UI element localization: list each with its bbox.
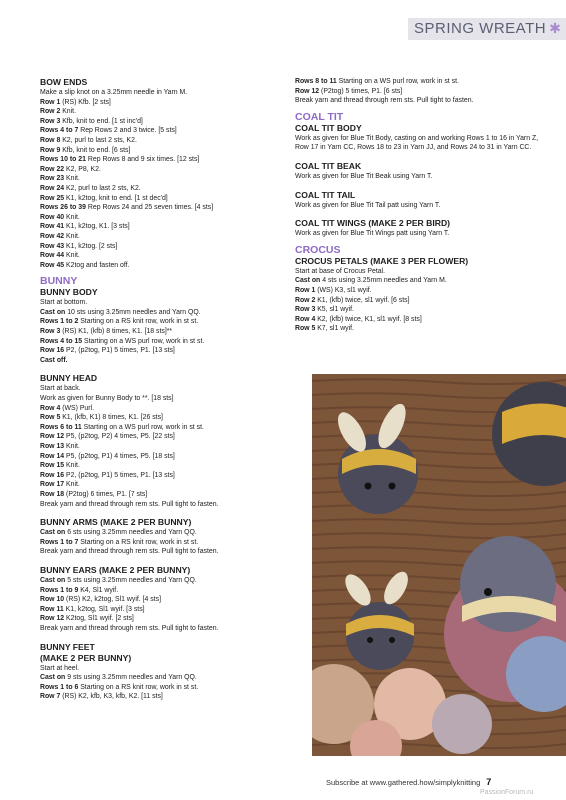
- instruction-line: [40, 471, 285, 481]
- instruction-line: [295, 315, 545, 325]
- instruction-row-label: Row 3: [40, 117, 61, 125]
- instruction-row-label: Row 12: [295, 87, 320, 95]
- instruction-line: [40, 251, 285, 261]
- instruction-text: Knit.: [64, 462, 80, 470]
- instruction-line: [40, 538, 285, 548]
- right-column: [295, 77, 545, 334]
- page-number: 7: [486, 777, 492, 787]
- instruction-line: [40, 203, 285, 213]
- instruction-text: Starting on a RS knit row, work in st st.: [78, 683, 199, 691]
- instruction-text: Starting on a WS purl row, work in st st.: [336, 78, 459, 85]
- coal-tit-tail-heading: COAL TIT TAIL: [295, 189, 356, 200]
- instruction-text: Rep Rows 2 and 3 twice. [5 sts]: [78, 127, 177, 135]
- instruction-row-label: Row 16: [40, 347, 65, 355]
- instruction-text: (RS) K1, (kfb) 8 times, K1. [18 sts]**: [60, 328, 173, 336]
- instruction-row-label: Row 45: [40, 261, 65, 269]
- subscribe-text: Subscribe at www.gathered.how/simplyknitting: [326, 778, 481, 787]
- instruction-line: [40, 88, 285, 98]
- instruction-text: Make a slip knot on a 3.25mm needle in Yarn M.: [40, 89, 188, 96]
- instruction-text: Starting on a RS knit row, work in st st.: [78, 318, 199, 326]
- instruction-line: [40, 384, 285, 394]
- instruction-line: [295, 267, 545, 277]
- instruction-row-label: Row 16: [40, 471, 65, 479]
- instruction-text: Knit.: [64, 443, 80, 450]
- instruction-text: Work as given for Bunny Body to **. [18 sts]: [40, 395, 174, 403]
- instruction-text: Start at heel.: [40, 664, 80, 672]
- instruction-line: [40, 500, 285, 510]
- instruction-line: [40, 442, 285, 452]
- instruction-line: [40, 194, 285, 204]
- coal-tit-tail-text: Work as given for Blue Tit Tail patt using Yarn T.: [295, 201, 441, 209]
- instruction-row-label: Row 5: [295, 325, 316, 333]
- instruction-line: [40, 146, 285, 156]
- bunny-feet-heading-line1: BUNNY FEET: [40, 641, 95, 652]
- instruction-row-label: Row 4: [40, 404, 61, 412]
- instruction-line: [40, 98, 285, 108]
- knitted-wreath-photo: [312, 374, 566, 756]
- instruction-text: K2tog, Sl1 wyif. [2 sts]: [64, 615, 134, 623]
- instruction-line: [40, 683, 285, 693]
- instruction-text: K1, k2tog, knit to end. [1 st dec'd]: [64, 194, 168, 202]
- instruction-text: Starting on a RS knit row, work in st st.: [78, 538, 199, 546]
- instruction-line: [40, 576, 285, 586]
- instruction-text: K2, P8, K2.: [64, 165, 101, 173]
- instruction-text: (WS) Purl.: [60, 404, 94, 412]
- instruction-text: K2, purl to last 2 sts, K2.: [60, 136, 137, 144]
- instruction-row-label: Row 13: [40, 443, 65, 450]
- instruction-row-label: Row 2: [295, 296, 316, 304]
- instruction-row-label: Row 42: [40, 232, 65, 240]
- bunny-head-heading: BUNNY HEAD: [40, 373, 98, 384]
- instruction-text: K2, (kfb) twice, K1, sl1 wyif. [8 sts]: [315, 315, 422, 323]
- instruction-text: Break yarn and thread through rem sts. Pull tight to fasten.: [40, 500, 219, 508]
- instruction-text: 9 sts using 3.25mm needles and Yarn QQ.: [65, 674, 197, 682]
- instruction-row-label: Rows 10 to 21: [40, 156, 86, 164]
- instruction-text: K1, (kfb, K1) 8 times, K1. [26 sts]: [60, 414, 163, 422]
- instruction-row-label: Rows 1 to 2: [40, 318, 79, 326]
- bunny-head-instructions: [40, 384, 285, 509]
- instruction-line: [295, 286, 545, 296]
- instruction-line: [295, 87, 545, 97]
- instruction-line: [40, 308, 285, 318]
- instruction-text: P2, (p2tog, P1) 5 times, P1. [13 sts]: [64, 471, 175, 479]
- instruction-row-label: Row 15: [40, 462, 65, 470]
- bow-ends-instructions: [40, 88, 285, 270]
- instruction-row-label: Row 5: [40, 414, 61, 422]
- instruction-line: [40, 432, 285, 442]
- instruction-line: [40, 586, 285, 596]
- instruction-text: (WS) K3, sl1 wyif.: [315, 286, 372, 294]
- bunny-feet-heading: [40, 642, 285, 664]
- instruction-text: P5, (p2tog, P2) 4 times, P5. [22 sts]: [64, 433, 175, 441]
- instruction-line: [40, 136, 285, 146]
- instruction-row-label: Row 18: [40, 490, 65, 498]
- instruction-line: [40, 107, 285, 117]
- instruction-row-label: Row 11: [40, 605, 64, 613]
- crocus-petals-heading: CROCUS PETALS (MAKE 3 PER FLOWER): [295, 255, 469, 266]
- instruction-row-label: Row 1: [40, 98, 61, 106]
- bunny-ears-instructions: [40, 576, 285, 634]
- instruction-row-label: Rows 8 to 11: [295, 78, 337, 85]
- instruction-line: [40, 184, 285, 194]
- instruction-line: [40, 213, 285, 223]
- instruction-line: [40, 126, 285, 136]
- bunny-ears-heading: BUNNY EARS (MAKE 2 PER BUNNY): [40, 564, 191, 575]
- instruction-line: [40, 327, 285, 337]
- instruction-line: [295, 276, 545, 286]
- instruction-text: K2, purl to last 2 sts, K2.: [64, 184, 141, 192]
- instruction-row-label: Rows 1 to 9: [40, 586, 79, 594]
- instruction-line: [40, 155, 285, 165]
- coal-tit-beak-heading: COAL TIT BEAK: [295, 160, 362, 171]
- instruction-text: Knit.: [64, 232, 80, 240]
- instruction-text: Starting on a WS purl row, work in st st.: [81, 423, 204, 431]
- instruction-line: [295, 324, 545, 334]
- instruction-line: [40, 528, 285, 538]
- instruction-text: Knit.: [64, 213, 80, 221]
- instruction-line: [295, 296, 545, 306]
- instruction-text: Starting on a WS purl row, work in st st.: [82, 337, 205, 345]
- instruction-text: (RS) K2, kfb, K3, kfb, K2. [11 sts]: [60, 693, 163, 701]
- instruction-line: [40, 232, 285, 242]
- instruction-line: [40, 298, 285, 308]
- instruction-text: Rep Rows 24 and 25 seven times. [4 sts]: [85, 204, 214, 212]
- instruction-line: [40, 605, 285, 615]
- instruction-line: [40, 423, 285, 433]
- instruction-line: [40, 452, 285, 462]
- page-section-title: [414, 20, 561, 37]
- instruction-text: Start at bottom.: [40, 299, 88, 307]
- instruction-row-label: Cast on: [40, 674, 66, 682]
- bunny-feet-continued: [295, 77, 545, 106]
- instruction-text: Kfb, knit to end. [1 st inc'd]: [60, 117, 143, 125]
- bunny-body-heading: BUNNY BODY: [40, 287, 98, 298]
- instruction-line: [40, 261, 285, 271]
- instruction-row-label: Row 14: [40, 452, 65, 460]
- instruction-line: [40, 317, 285, 327]
- bunny-arms-instructions: [40, 528, 285, 557]
- instruction-text: K1, k2tog, K1. [3 sts]: [64, 223, 130, 231]
- instruction-line: [40, 222, 285, 232]
- instruction-row-label: Row 3: [40, 328, 61, 336]
- instruction-line: [40, 490, 285, 500]
- instruction-row-label: Cast off.: [40, 356, 68, 364]
- instruction-row-label: Row 3: [295, 306, 316, 314]
- instruction-row-label: Cast on: [40, 308, 66, 316]
- instruction-row-label: Row 7: [40, 693, 61, 701]
- instruction-text: (RS) Kfb. [2 sts]: [60, 98, 111, 106]
- instruction-text: Knit.: [64, 481, 80, 489]
- instruction-row-label: Row 24: [40, 184, 65, 192]
- instruction-text: 5 sts using 3.25mm needles and Yarn QQ.: [65, 576, 197, 584]
- instruction-text: Break yarn and thread through rem sts. Pull tight to fasten.: [295, 97, 474, 105]
- instruction-row-label: Row 25: [40, 194, 65, 202]
- knitted-toys-illustration: [312, 374, 566, 756]
- instruction-text: Rep Rows 8 and 9 six times. [12 sts]: [85, 156, 200, 164]
- instruction-line: [40, 413, 285, 423]
- instruction-row-label: Row 22: [40, 165, 65, 173]
- instruction-row-label: Row 44: [40, 252, 65, 260]
- bunny-section-heading: BUNNY: [40, 275, 78, 288]
- header-title-text: SPRING WREATH: [414, 20, 547, 37]
- instruction-text: 6 sts using 3.25mm needles and Yarn QQ.: [65, 529, 197, 537]
- instruction-row-label: Row 40: [40, 213, 65, 221]
- instruction-text: Knit.: [60, 108, 76, 116]
- instruction-row-label: Row 4: [295, 315, 316, 323]
- bunny-arms-heading: BUNNY ARMS (MAKE 2 PER BUNNY): [40, 517, 192, 528]
- instruction-row-label: Row 1: [295, 286, 316, 294]
- coal-tit-body-text: Work as given for Blue Tit Body, casting on and working Rows 1 to 16 in Yarn Z, Row 17 in Yarn CC, Rows 18 to 23 in Yarn JJ, and Rows 24 to 31 in Yarn CC.: [295, 134, 539, 152]
- instruction-text: P2, (p2tog, P1) 5 times, P1. [13 sts]: [64, 347, 175, 355]
- instruction-line: [40, 165, 285, 175]
- coal-tit-body-heading: COAL TIT BODY: [295, 122, 362, 133]
- instruction-text: K1, (kfb) twice, sl1 wyif. [6 sts]: [315, 296, 410, 304]
- instruction-line: [40, 242, 285, 252]
- bunny-feet-heading-line2: (MAKE 2 PER BUNNY): [40, 652, 132, 663]
- instruction-row-label: Row 10: [40, 596, 65, 604]
- instruction-row-label: Rows 4 to 15: [40, 337, 83, 345]
- instruction-text: Knit.: [64, 175, 80, 183]
- instruction-line: [40, 595, 285, 605]
- instruction-row-label: Cast on: [295, 277, 321, 285]
- instruction-text: Break yarn and thread through rem sts. Pull tight to fasten.: [40, 624, 219, 632]
- bunny-feet-instructions: [40, 664, 285, 702]
- instruction-row-label: Row 41: [40, 223, 65, 231]
- instruction-text: Break yarn and thread through rem sts. Pull tight to fasten.: [40, 548, 219, 556]
- instruction-line: [295, 305, 545, 315]
- instruction-row-label: Rows 1 to 6: [40, 683, 79, 691]
- coal-tit-beak-text: Work as given for Blue Tit Beak using Yarn T.: [295, 172, 433, 180]
- instruction-line: [40, 614, 285, 624]
- instruction-text: (RS) K2, k2tog, Sl1 wyif. [4 sts]: [64, 596, 162, 604]
- instruction-line: [40, 337, 285, 347]
- instruction-line: [40, 346, 285, 356]
- instruction-row-label: Row 9: [40, 146, 61, 154]
- instruction-line: [40, 664, 285, 674]
- instruction-text: K5, sl1 wyif.: [315, 306, 354, 314]
- instruction-line: [40, 394, 285, 404]
- instruction-line: [40, 547, 285, 557]
- instruction-row-label: Rows 1 to 7: [40, 538, 79, 546]
- instruction-row-label: Row 23: [40, 175, 65, 183]
- instruction-row-label: Rows 6 to 11: [40, 423, 82, 431]
- instruction-text: (P2tog) 6 times, P1. [7 sts]: [64, 490, 148, 498]
- instruction-row-label: Cast on: [40, 529, 66, 537]
- instruction-text: K4, Sl1 wyif.: [78, 586, 119, 594]
- bunny-body-instructions: [40, 298, 285, 365]
- instruction-line: [40, 480, 285, 490]
- coal-tit-section-heading: COAL TIT: [295, 110, 344, 123]
- instruction-text: 4 sts using 3.25mm needles and Yarn M.: [320, 277, 447, 285]
- instruction-line: [40, 624, 285, 634]
- watermark: PassionForum.ru: [480, 789, 534, 796]
- instruction-line: [40, 174, 285, 184]
- instruction-line: [40, 673, 285, 683]
- bow-ends-heading: BOW ENDS: [40, 77, 88, 87]
- instruction-row-label: Row 12: [40, 433, 65, 441]
- instruction-text: Start at back.: [40, 385, 81, 393]
- instruction-text: K2tog and fasten off.: [64, 261, 130, 269]
- instruction-line: [40, 117, 285, 127]
- instruction-row-label: Cast on: [40, 576, 66, 584]
- instruction-line: [40, 404, 285, 414]
- instruction-text: (P2tog) 5 times, P1. [6 sts]: [319, 87, 403, 95]
- instruction-text: Knit.: [64, 252, 80, 260]
- instruction-line: [40, 692, 285, 702]
- instruction-line: [40, 356, 285, 366]
- instruction-row-label: Row 12: [40, 615, 65, 623]
- instruction-text: 10 sts using 3.25mm needles and Yarn QQ.: [65, 308, 201, 316]
- instruction-text: K1, k2tog, Sl1 wyif. [3 sts]: [63, 605, 145, 613]
- flower-star-icon: ✱: [549, 20, 562, 36]
- instruction-line: [295, 96, 545, 106]
- crocus-section-heading: CROCUS: [295, 243, 341, 256]
- instruction-text: K7, sl1 wyif.: [315, 325, 354, 333]
- instruction-line: [40, 461, 285, 471]
- crocus-petals-instructions: [295, 267, 545, 334]
- footer: [326, 777, 491, 787]
- instruction-text: P5, (p2tog, P1) 4 times, P5. [18 sts]: [64, 452, 175, 460]
- left-column: [40, 77, 285, 702]
- coal-tit-wings-text: Work as given for Blue Tit Wings patt using Yarn T.: [295, 230, 450, 238]
- instruction-row-label: Rows 26 to 39: [40, 204, 86, 212]
- instruction-text: K1, k2tog. [2 sts]: [64, 242, 118, 250]
- instruction-row-label: Row 8: [40, 136, 61, 144]
- instruction-row-label: Rows 4 to 7: [40, 127, 79, 135]
- instruction-row-label: Row 43: [40, 242, 65, 250]
- instruction-row-label: Row 2: [40, 108, 61, 116]
- instruction-row-label: Row 17: [40, 481, 65, 489]
- instruction-line: [295, 77, 545, 87]
- instruction-text: Kfb, knit to end. [6 sts]: [60, 146, 131, 154]
- coal-tit-wings-heading: COAL TIT WINGS (MAKE 2 PER BIRD): [295, 218, 451, 229]
- instruction-text: Start at base of Crocus Petal.: [295, 267, 386, 275]
